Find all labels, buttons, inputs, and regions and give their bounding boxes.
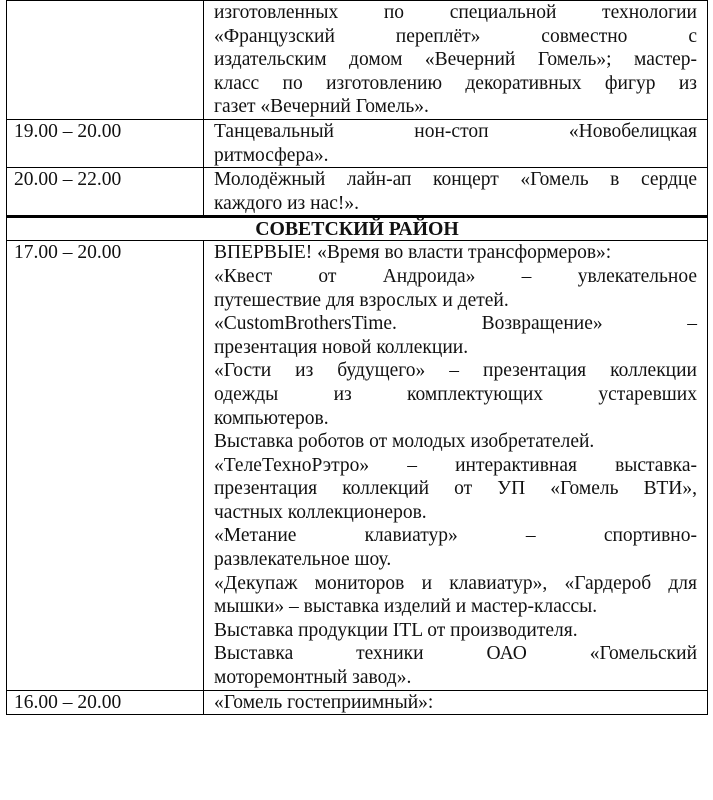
description-line: развлекательное шоу. <box>214 549 392 571</box>
table-row <box>7 241 708 690</box>
description-line: «ТелеТехноРэтро» – интерактивная выставка- <box>214 454 697 476</box>
schedule-table <box>6 0 708 715</box>
description-line: презентация коллекций от УП «Гомель ВТИ», <box>214 478 697 500</box>
description-line: класс по изготовлению декоративных фигур из <box>214 72 697 94</box>
time-cell <box>7 1 204 120</box>
description-line: мышки» – выставка изделий и мастер-классы. <box>214 596 598 618</box>
time-cell: 20.00 – 22.00 <box>7 168 204 217</box>
description-cell <box>204 241 708 690</box>
description-line: ритмосфера». <box>214 144 329 166</box>
description-line: Выставка продукции ITL от производителя. <box>214 619 578 641</box>
table-row <box>7 690 708 715</box>
description-line: газет «Вечерний Гомель». <box>214 96 429 118</box>
description-line: изготовленных по специальной технологии <box>214 2 697 23</box>
table-row <box>7 168 708 217</box>
description-line: одежды из комплектующих устаревших <box>214 383 697 405</box>
time-cell: 19.00 – 20.00 <box>7 119 204 167</box>
description-line: «Гомель гостеприимный»: <box>214 691 434 713</box>
table-row <box>7 1 708 120</box>
description-line: Выставка техники ОАО «Гомельский <box>214 643 697 665</box>
description-line: «Французский переплёт» совместно с <box>214 25 697 47</box>
description-line: Выставка роботов от молодых изобретателей. <box>214 431 595 453</box>
description-cell <box>204 168 708 217</box>
district-header: СОВЕТСКИЙ РАЙОН <box>7 217 708 241</box>
description-line: «Декупаж мониторов и клавиатур», «Гардероб для <box>214 572 697 594</box>
description-cell <box>204 1 708 120</box>
description-line: Танцевальный нон-стоп «Новобелицкая <box>214 120 697 142</box>
description-line: Молодёжный лайн-ап концерт «Гомель в сердце <box>214 169 697 191</box>
schedule-document <box>6 0 708 715</box>
description-line: «Метание клавиатур» – спортивно- <box>214 525 697 547</box>
description-line: «Квест от Андроида» – увлекательное <box>214 265 697 287</box>
description-line: частных коллекционеров. <box>214 501 427 523</box>
district-header-row <box>7 217 708 241</box>
time-cell: 16.00 – 20.00 <box>7 690 204 715</box>
description-line: моторемонтный завод». <box>214 667 412 689</box>
description-line: ВПЕРВЫЕ! «Время во власти трансформеров»: <box>214 242 612 264</box>
description-line: «CustomBrothersTime. Возвращение» – <box>214 313 697 335</box>
description-cell <box>204 690 708 715</box>
description-line: каждого из нас!». <box>214 192 359 214</box>
time-cell: 17.00 – 20.00 <box>7 241 204 690</box>
description-cell <box>204 119 708 167</box>
description-line: путешествие для взрослых и детей. <box>214 289 509 311</box>
description-line: презентация новой коллекции. <box>214 336 469 358</box>
description-line: издательским домом «Вечерний Гомель»; мастер- <box>214 49 697 71</box>
table-row <box>7 119 708 167</box>
description-line: «Гости из будущего» – презентация коллекции <box>214 360 697 382</box>
description-line: компьютеров. <box>214 407 329 429</box>
